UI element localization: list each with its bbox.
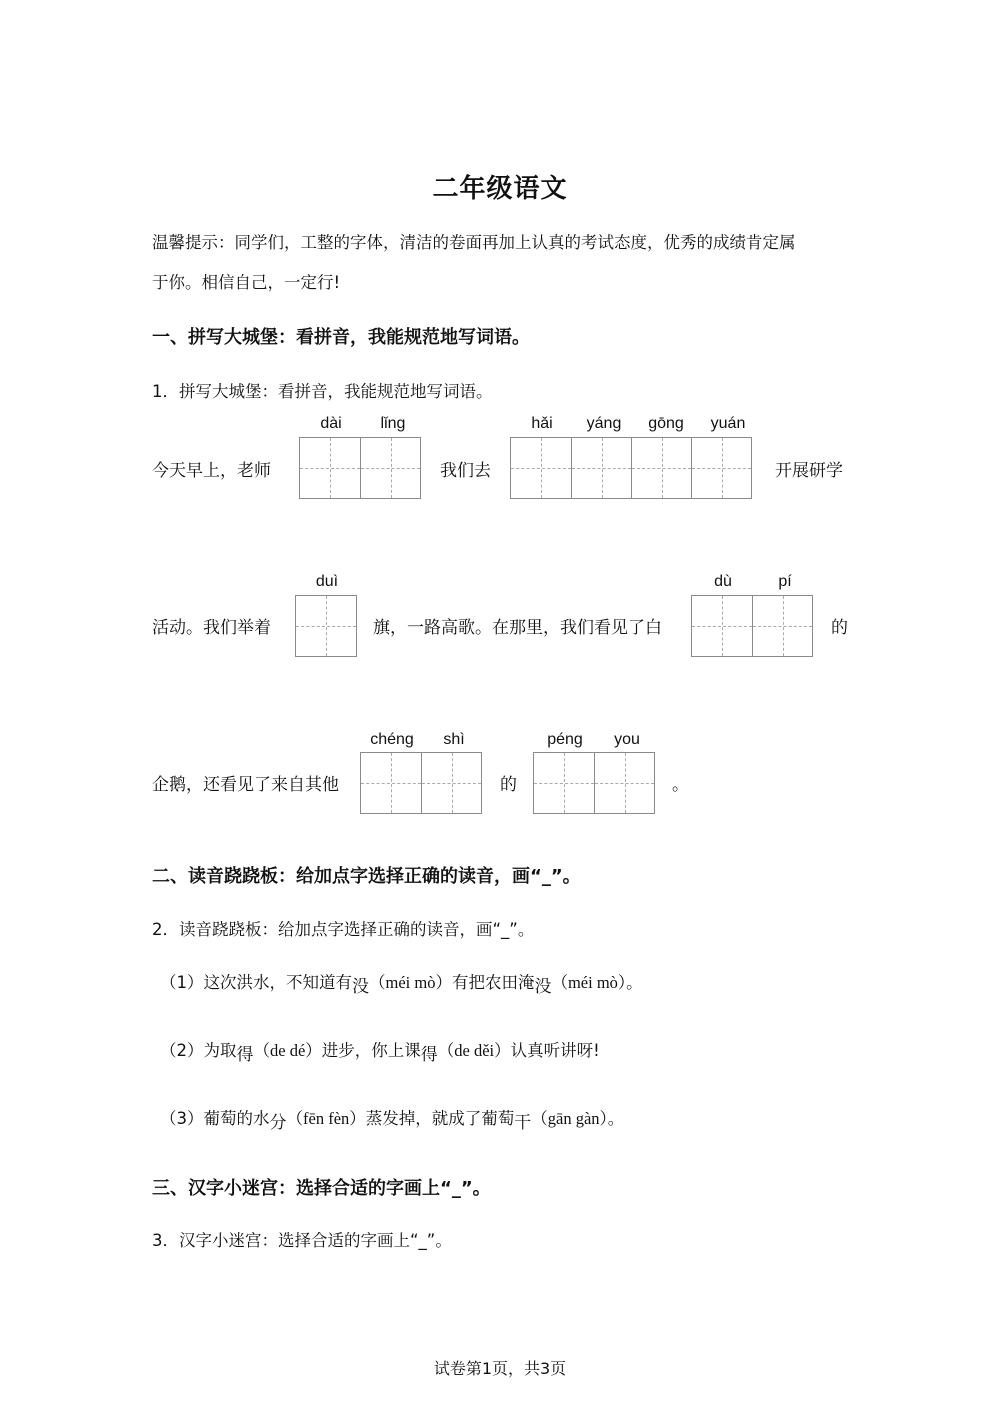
sub-question-3: [160, 1104, 625, 1133]
pinyin-ling: lǐng: [380, 415, 406, 432]
tip-line-2: 于你。相信自己，一定行!: [152, 273, 341, 292]
pinyin-options[interactable]: （méi mò）: [369, 973, 452, 992]
writing-cell[interactable]: [300, 438, 360, 498]
pinyin-options[interactable]: （de dé）: [253, 1041, 322, 1060]
question-2: 2．读音跷跷板：给加点字选择正确的读音，画“_”。: [152, 920, 535, 939]
row2-text-3: 的: [831, 618, 848, 638]
writing-cell[interactable]: [421, 753, 481, 813]
pinyin-you: you: [614, 731, 640, 748]
dotted-char: 没: [534, 977, 552, 997]
pinyin-gong: gōng: [648, 415, 684, 432]
sub-text: 进步，你上课: [321, 1041, 421, 1060]
row1-text-2: 我们去: [440, 461, 491, 481]
writing-grid-dui[interactable]: [295, 595, 357, 657]
sub-text: 认真听讲呀!: [510, 1041, 600, 1060]
writing-cell[interactable]: [594, 753, 654, 813]
sub-text: 蒸发掉，就成了葡萄: [365, 1109, 515, 1128]
page-title: 二年级语文: [432, 174, 568, 204]
writing-cell[interactable]: [692, 596, 752, 656]
pinyin-options[interactable]: （méi mò）: [551, 973, 627, 992]
question-1: 1．拼写大城堡：看拼音，我能规范地写词语。: [152, 382, 493, 401]
pinyin-cheng: chéng: [370, 731, 414, 748]
writing-cell[interactable]: [534, 753, 594, 813]
writing-grid-hai-yang-gong-yuan[interactable]: [510, 437, 752, 499]
writing-cell[interactable]: [296, 596, 356, 656]
pinyin-dai: dài: [320, 415, 342, 432]
dotted-char: 分: [269, 1113, 287, 1133]
question-3: 3．汉字小迷宫：选择合适的字画上“_”。: [152, 1231, 452, 1250]
writing-cell[interactable]: [360, 438, 420, 498]
pinyin-hai: hǎi: [531, 415, 553, 432]
row2-text-2: 旗，一路高歌。在那里，我们看见了白: [373, 618, 662, 638]
page-footer: 试卷第1页，共3页: [433, 1359, 567, 1378]
writing-grid-du-pi[interactable]: [691, 595, 813, 657]
dotted-char: 没: [352, 977, 369, 997]
section-3-heading: 三、汉字小迷宫：选择合适的字画上“_”。: [152, 1178, 491, 1199]
writing-grid-cheng-shi[interactable]: [360, 752, 482, 814]
sub-text: 。: [607, 1109, 625, 1128]
dotted-char: 干: [514, 1113, 532, 1133]
writing-cell[interactable]: [691, 438, 751, 498]
pinyin-yang: yáng: [586, 415, 622, 432]
pinyin-peng: péng: [547, 731, 583, 748]
pinyin-shi: shì: [443, 731, 465, 748]
row3-text-1: 企鹅，还看见了来自其他: [152, 775, 339, 795]
section-1-heading: 一、拼写大城堡：看拼音，我能规范地写词语。: [152, 327, 530, 348]
pinyin-options[interactable]: （de děi）: [437, 1041, 511, 1060]
writing-cell[interactable]: [511, 438, 571, 498]
writing-grid-peng-you[interactable]: [533, 752, 655, 814]
tip-line-1: 温馨提示：同学们，工整的字体，清洁的卷面再加上认真的考试态度，优秀的成绩肯定属: [152, 233, 796, 252]
section-2-heading: 二、读音跷跷板：给加点字选择正确的读音，画“_”。: [152, 866, 581, 887]
dotted-char: 得: [420, 1045, 438, 1065]
sub-text: 。: [626, 973, 643, 992]
pinyin-yuan: yuán: [710, 415, 746, 432]
sub-text: （3）葡萄的水: [160, 1109, 270, 1128]
pinyin-pi: pí: [778, 573, 792, 590]
writing-grid-dai-ling[interactable]: [299, 437, 421, 499]
sub-question-2: [160, 1036, 600, 1065]
pinyin-options[interactable]: （fēn fèn）: [286, 1109, 366, 1128]
dotted-char: 得: [236, 1045, 254, 1065]
writing-cell[interactable]: [571, 438, 631, 498]
writing-cell[interactable]: [361, 753, 421, 813]
row3-text-3: 。: [672, 775, 689, 795]
sub-text: （2）为取: [160, 1041, 237, 1060]
sub-text: （1）这次洪水，不知道有: [160, 973, 352, 992]
writing-cell[interactable]: [631, 438, 691, 498]
row3-text-2: 的: [500, 775, 517, 795]
row2-text-1: 活动。我们举着: [152, 618, 271, 638]
sub-text: 有把农田淹: [451, 973, 535, 992]
row1-text-3: 开展研学: [775, 461, 843, 481]
writing-cell[interactable]: [752, 596, 812, 656]
pinyin-du: dù: [714, 573, 732, 590]
pinyin-dui: duì: [315, 573, 339, 590]
sub-question-1: [160, 968, 643, 997]
pinyin-options[interactable]: （gān gàn）: [531, 1109, 608, 1128]
row1-text-1: 今天早上，老师: [152, 461, 271, 481]
